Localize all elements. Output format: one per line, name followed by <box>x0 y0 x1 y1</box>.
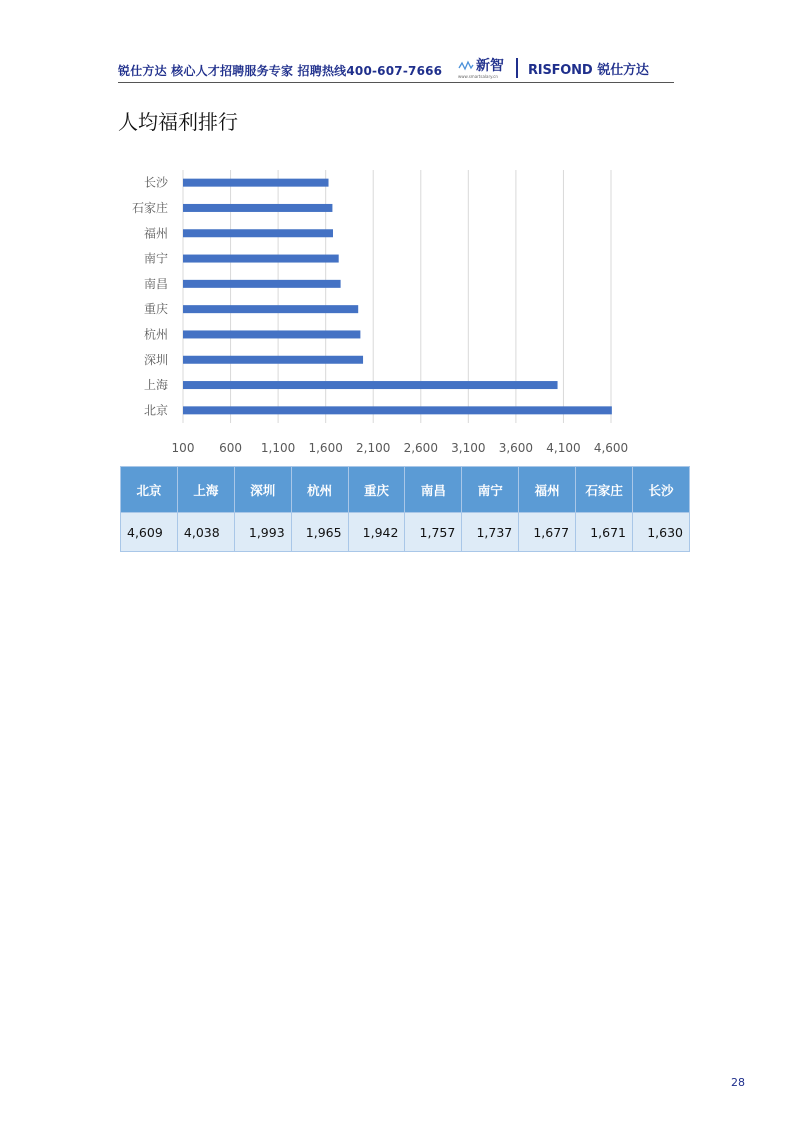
bar <box>183 406 612 414</box>
x-tick-label: 100 <box>171 441 195 455</box>
table-cell: 4,038 <box>177 513 234 552</box>
welfare-table <box>120 466 690 552</box>
y-category-label: 石家庄 <box>131 200 168 215</box>
bar <box>183 204 332 212</box>
xinzhi-logo-url: www.smartsalary.cn <box>458 73 498 79</box>
x-tick-label: 4,100 <box>546 441 581 455</box>
bar <box>183 229 333 237</box>
table-header-cell: 上海 <box>177 467 234 513</box>
table-cell: 1,757 <box>405 513 462 552</box>
table-header-cell: 深圳 <box>234 467 291 513</box>
table-row <box>121 513 690 552</box>
table-cell: 1,677 <box>519 513 576 552</box>
welfare-bar-chart <box>118 165 658 460</box>
risfond-logo-cn: 锐仕方达 <box>597 62 649 78</box>
risfond-logo-text: RISFOND <box>528 62 593 78</box>
x-tick-label: 3,100 <box>451 441 486 455</box>
table-cell: 1,993 <box>234 513 291 552</box>
y-category-label: 上海 <box>143 378 168 393</box>
x-tick-label: 4,600 <box>593 441 629 455</box>
y-category-label: 长沙 <box>143 175 168 190</box>
bar <box>183 330 360 338</box>
y-category-label: 北京 <box>143 403 168 418</box>
bar <box>183 381 558 389</box>
y-category-label: 南宁 <box>143 251 168 266</box>
table-header-cell: 福州 <box>519 467 576 513</box>
table-cell: 1,965 <box>291 513 348 552</box>
risfond-logo <box>528 59 649 78</box>
table-header-cell: 北京 <box>121 467 178 513</box>
y-category-label: 深圳 <box>143 352 168 367</box>
table-cell: 1,671 <box>576 513 633 552</box>
x-tick-label: 2,100 <box>356 441 391 455</box>
x-tick-label: 3,600 <box>498 441 534 455</box>
bar <box>183 255 339 263</box>
y-category-label: 南昌 <box>143 276 168 291</box>
table-header-cell: 南昌 <box>405 467 462 513</box>
table-header-cell: 石家庄 <box>576 467 633 513</box>
bar <box>183 305 358 313</box>
y-category-label: 福州 <box>143 226 168 241</box>
y-category-label: 杭州 <box>143 327 168 342</box>
x-tick-label: 1,100 <box>260 441 296 455</box>
table-header-row <box>121 467 690 513</box>
table-header-cell: 长沙 <box>633 467 690 513</box>
table-header-cell: 杭州 <box>291 467 348 513</box>
header-rule <box>118 82 674 83</box>
bar <box>183 356 363 364</box>
table-header-cell: 南宁 <box>462 467 519 513</box>
table-cell: 4,609 <box>121 513 178 552</box>
x-tick-label: 1,600 <box>308 441 343 455</box>
page-title: 人均福利排行 <box>118 110 238 134</box>
table-header-cell: 重庆 <box>348 467 405 513</box>
header-tagline: 锐仕方达 核心人才招聘服务专家 招聘热线400-607-7666 <box>118 64 443 78</box>
table-cell: 1,737 <box>462 513 519 552</box>
y-category-label: 重庆 <box>143 302 168 317</box>
table-cell: 1,942 <box>348 513 405 552</box>
x-tick-label: 600 <box>219 441 243 455</box>
table-cell: 1,630 <box>633 513 690 552</box>
header-logos <box>458 54 649 82</box>
logo-divider <box>516 58 518 78</box>
xinzhi-logo-text: 新智 <box>476 57 504 74</box>
wave-icon <box>458 60 474 72</box>
bar <box>183 280 341 288</box>
x-tick-label: 2,600 <box>403 441 438 455</box>
page-number: 28 <box>731 1076 745 1089</box>
bar <box>183 179 329 187</box>
xinzhi-logo <box>458 58 504 79</box>
